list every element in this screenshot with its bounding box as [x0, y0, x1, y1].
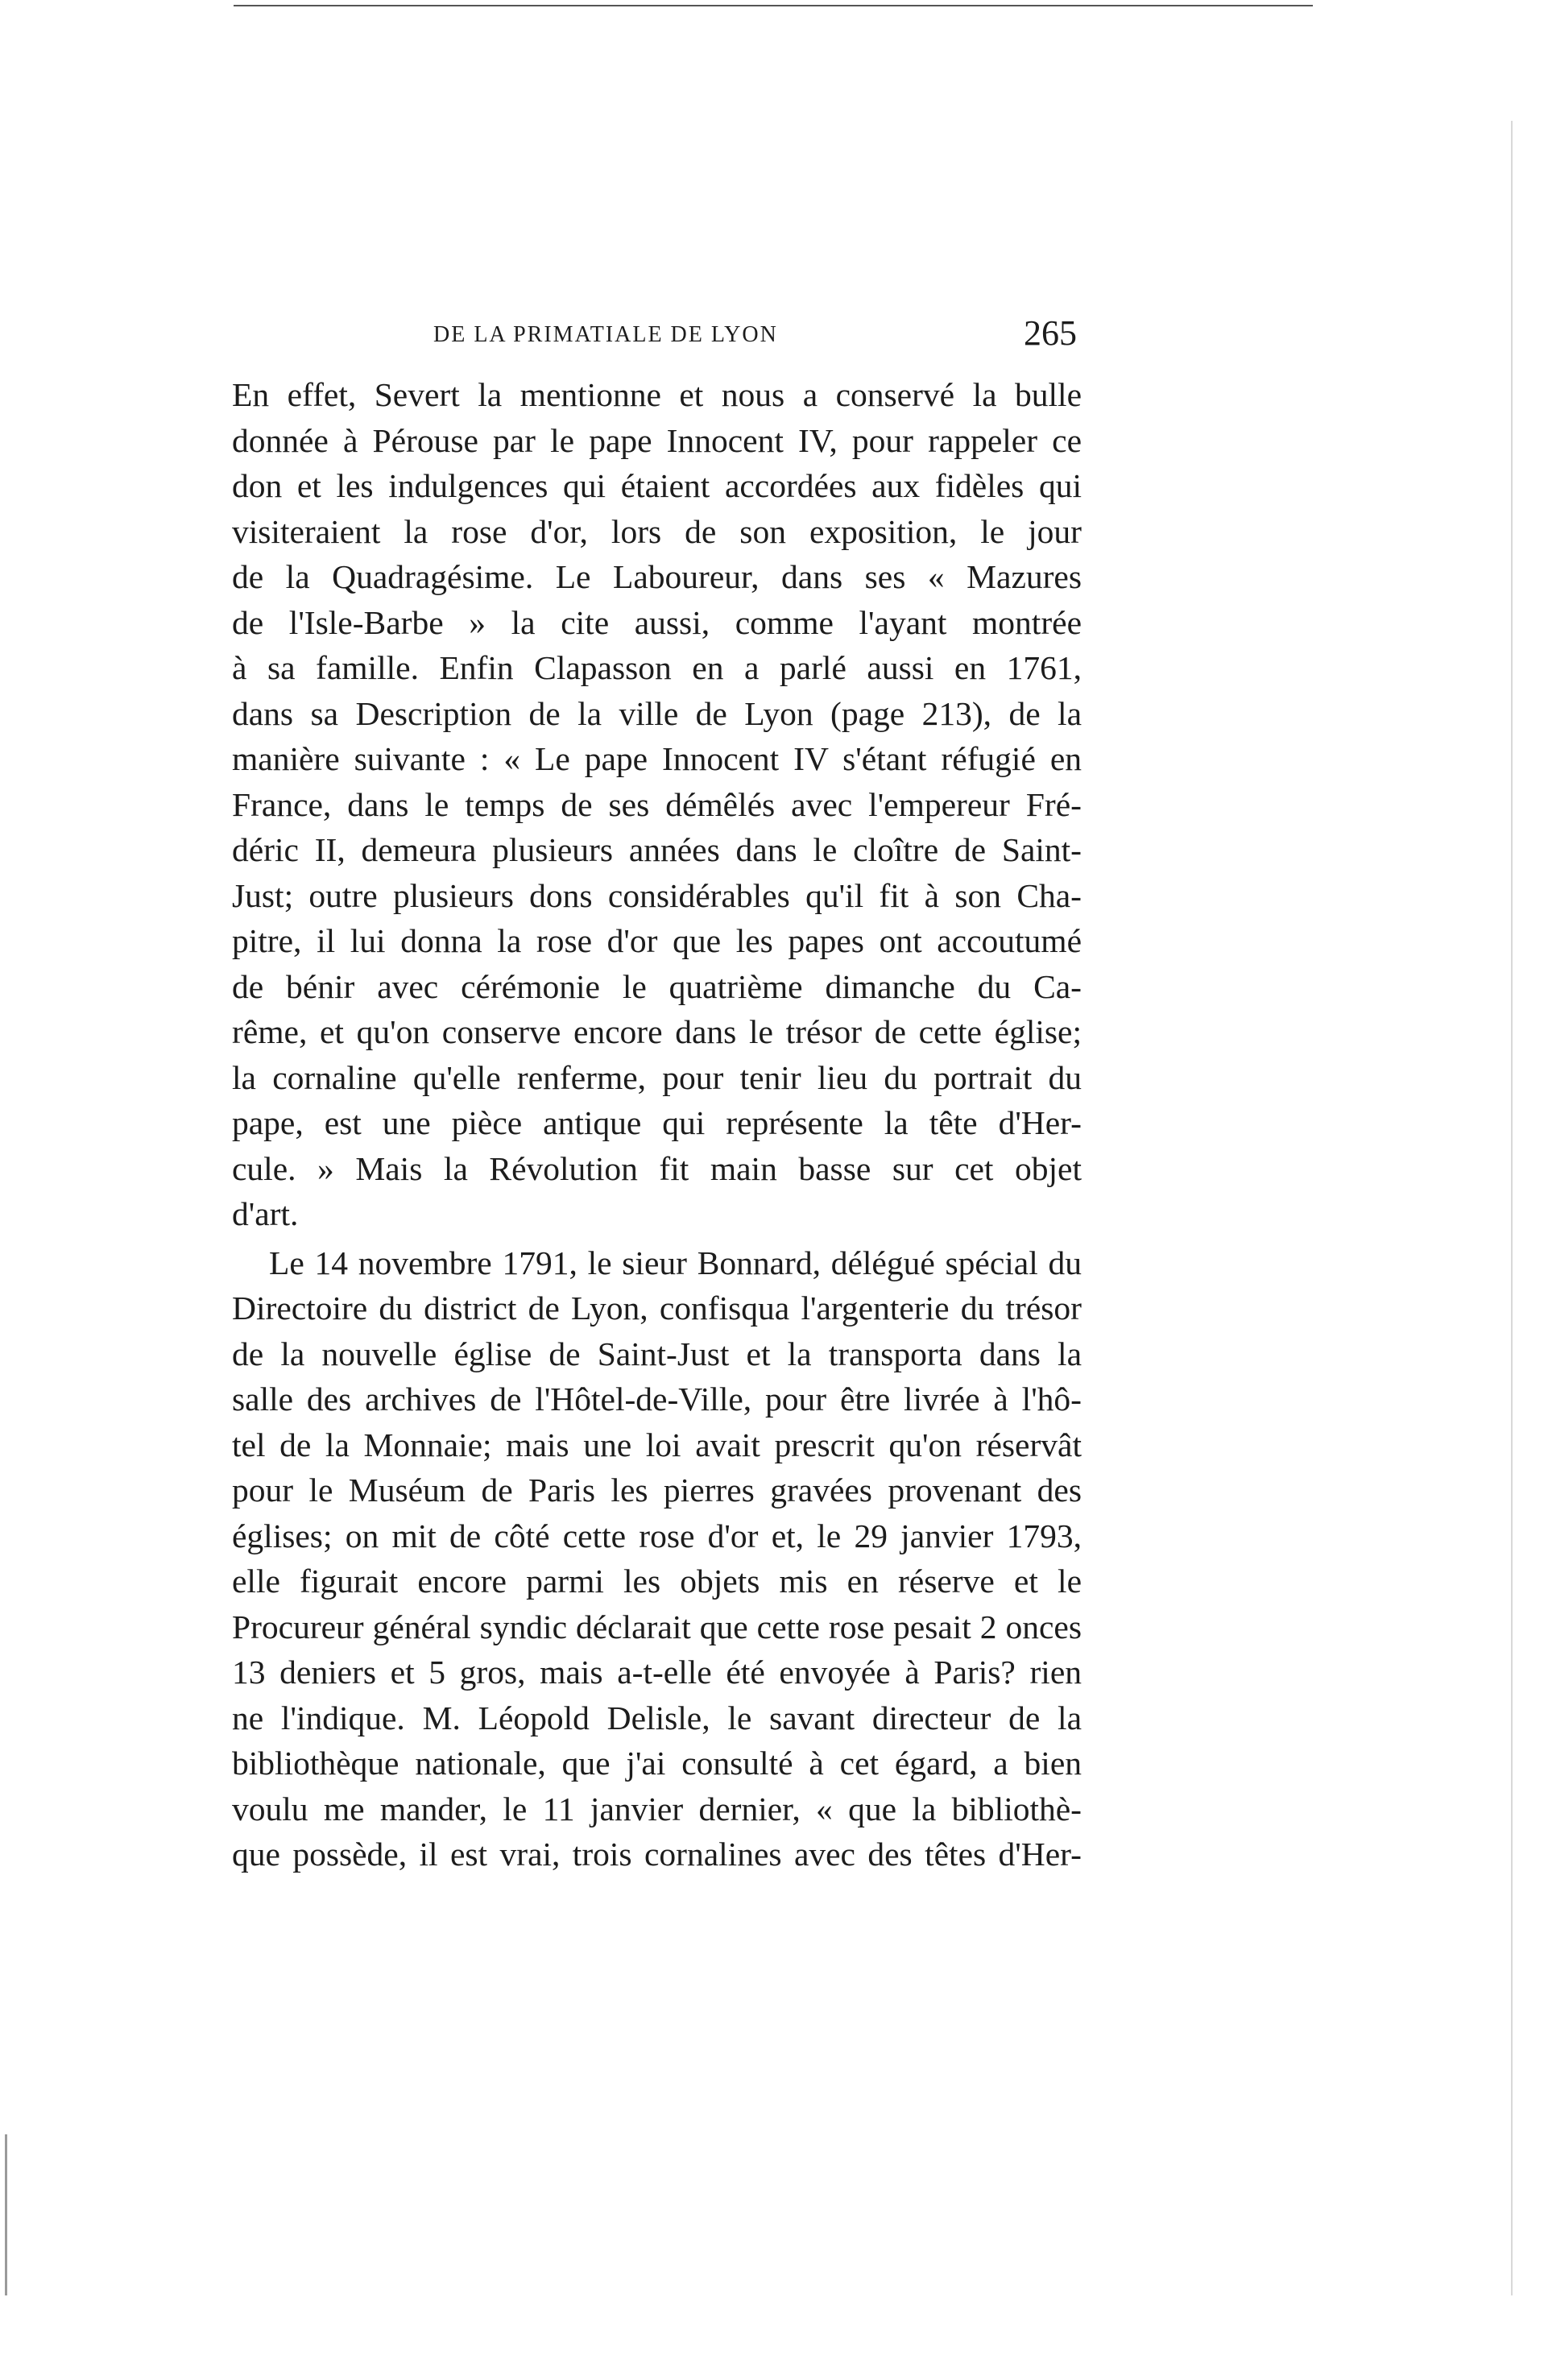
text-line: salle des archives de l'Hôtel-de-Ville, pour être livrée à l'hô-	[232, 1380, 1082, 1418]
binding-mark	[5, 2134, 7, 2295]
text-line: bibliothèque nationale, que j'ai consulté à cet égard, a bien	[232, 1745, 1082, 1782]
text-line: Just; outre plusieurs dons considérables qu'il fit à son Cha-	[232, 876, 1082, 914]
text-line: France, dans le temps de ses démêlés avec l'empereur Fré-	[232, 785, 1082, 823]
text-line: de la nouvelle église de Saint-Just et la transporta dans la	[232, 1335, 1082, 1372]
text-line: à sa famille. Enfin Clapasson en a parlé aussi en 1761,	[232, 649, 1082, 686]
text-line: voulu me mander, le 11 janvier dernier, « que la bibliothè-	[232, 1790, 1082, 1827]
text-line: pape, est une pièce antique qui représente la tête d'Her-	[232, 1104, 1082, 1141]
text-line: de l'Isle-Barbe » la cite aussi, comme l'ayant montrée	[232, 603, 1082, 641]
page-number: 265	[1024, 313, 1077, 353]
top-rule	[234, 5, 1313, 6]
text-line: manière suivante : « Le pape Innocent IV s'étant réfugié en	[232, 740, 1082, 777]
text-line: de la Quadragésime. Le Laboureur, dans ses « Mazures	[232, 558, 1082, 595]
running-head	[232, 313, 1082, 372]
paragraph-2	[232, 1240, 1082, 1877]
text-line: cule. » Mais la Révolution fit main basse sur cet objet	[232, 1149, 1082, 1187]
text-line: de bénir avec cérémonie le quatrième dimanche du Ca-	[232, 967, 1082, 1005]
text-line: ne l'indique. M. Léopold Delisle, le savant directeur de la	[232, 1699, 1082, 1736]
text-line: déric II, demeura plusieurs années dans le cloître de Saint-	[232, 831, 1082, 868]
text-line: que possède, il est vrai, trois cornalines avec des têtes d'Her-	[232, 1836, 1082, 1873]
text-line: églises; on mit de côté cette rose d'or et, le 29 janvier 1793,	[232, 1517, 1082, 1554]
text-line: Procureur général syndic déclarait que cette rose pesait 2 onces	[232, 1608, 1082, 1645]
text-line: la cornaline qu'elle renferme, pour tenir lieu du portrait du	[232, 1058, 1082, 1096]
text-line: Le 14 novembre 1791, le sieur Bonnard, délégué spécial du	[269, 1244, 1082, 1281]
text-line: don et les indulgences qui étaient accordées aux fidèles qui	[232, 467, 1082, 504]
text-line: 13 deniers et 5 gros, mais a-t-elle été envoyée à Paris? rien	[232, 1654, 1082, 1691]
text-line: En effet, Severt la mentionne et nous a conservé la bulle	[232, 376, 1082, 413]
text-line: Directoire du district de Lyon, confisqua l'argenterie du trésor	[232, 1289, 1082, 1327]
text-line: rême, et qu'on conserve encore dans le trésor de cette église;	[232, 1013, 1082, 1050]
page-content	[232, 313, 1082, 1877]
page-edge-shadow	[1511, 121, 1513, 2295]
text-line: elle figurait encore parmi les objets mis en réserve et le	[232, 1563, 1082, 1600]
text-line: donnée à Pérouse par le pape Innocent IV, pour rappeler ce	[232, 421, 1082, 459]
text-line: visiteraient la rose d'or, lors de son exposition, le jour	[232, 512, 1082, 550]
text-line: tel de la Monnaie; mais une loi avait prescrit qu'on réservât	[232, 1426, 1082, 1463]
text-line: dans sa Description de la ville de Lyon (page 213), de la	[232, 694, 1082, 732]
text-line: d'art.	[232, 1195, 299, 1232]
text-line: pour le Muséum de Paris les pierres gravées provenant des	[232, 1471, 1082, 1509]
running-title: DE LA PRIMATIALE DE LYON	[433, 322, 778, 347]
paragraph-1	[232, 372, 1082, 1237]
text-line: pitre, il lui donna la rose d'or que les papes ont accoutumé	[232, 922, 1082, 959]
